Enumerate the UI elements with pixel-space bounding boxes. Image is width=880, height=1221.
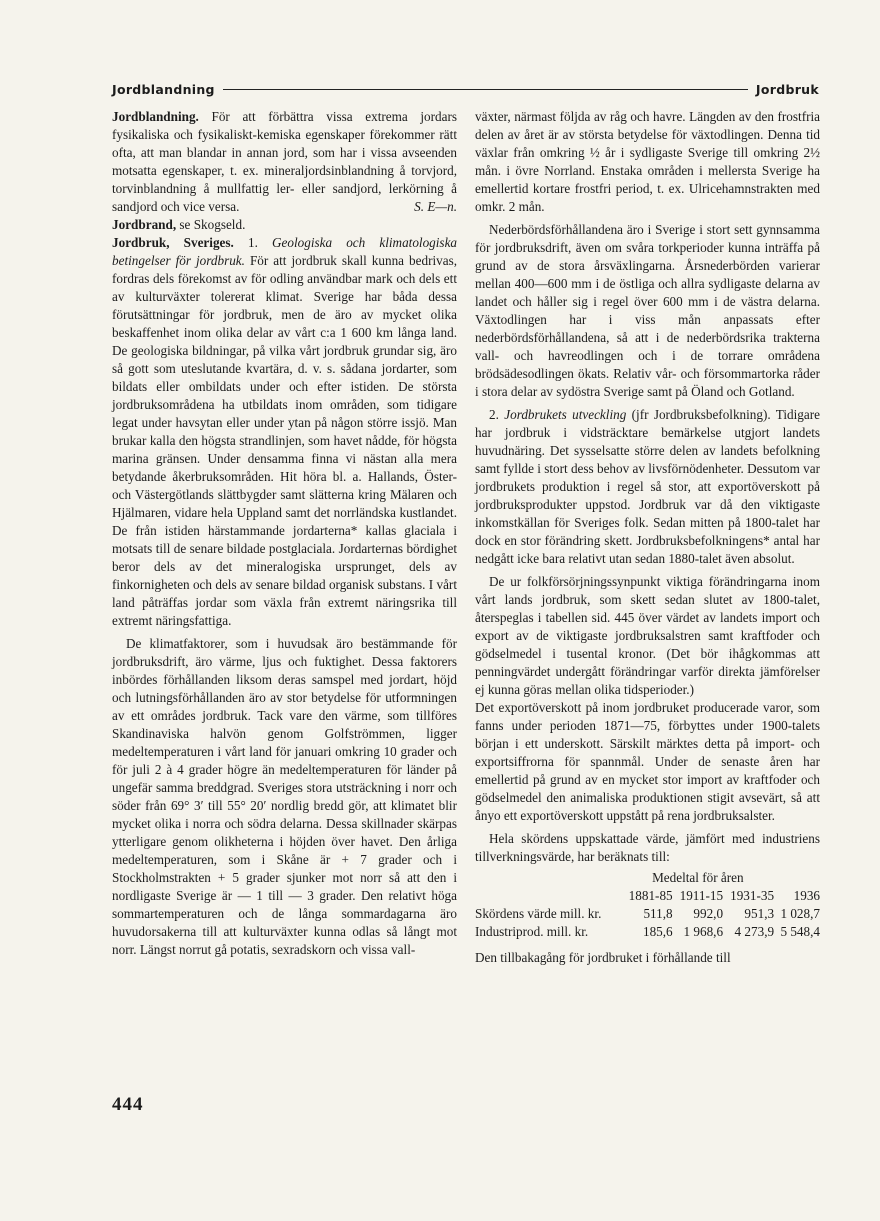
paragraph-frost: växter, närmast följda av råg och havre. Längden av den frostfria delen av året är av största betydelse för växtodlingen. Denna tid växlar från omkring ½ år i sydligaste Sverige till omkring 2½ mån. i övre Norrland. Enstaka områden i mellersta Sverige ha emellertid kortare frostfri period, t. ex. Ulricehamnstrakten med omkr. 2 mån.	[475, 109, 820, 214]
table-cell: 1 968,6	[683, 924, 724, 939]
table-header: 1881-85	[628, 888, 673, 903]
entry-jordblandning	[112, 108, 457, 216]
entry-jordbruk	[112, 234, 457, 630]
value-table	[475, 869, 820, 941]
section-number: 1.	[233, 235, 272, 250]
table-cell: 5 548,4	[780, 924, 820, 939]
paragraph-changes: De ur folkförsörjningssynpunkt viktiga förändringarna inom vårt lands jordbruk, som skett sedan slutet av 1800-talet, återspeglas i tabellen sid. 445 över värdet av landets import och export av de viktigaste jordbruksalstren samt kraftfoder och gödselmedel i tusental kronor. (Det bör ihågkommas att penningvärdet undergått förändringar varför direkta jämförelser ej kunna göras mellan olika tidsperioder.)	[475, 574, 820, 697]
page-number: 444	[112, 1094, 144, 1115]
table-header: 1911-15	[679, 888, 724, 903]
header-rule	[223, 89, 748, 90]
paragraph-climate: De klimatfaktorer, som i huvudsak äro bestämmande för jordbruksdrift, äro värme, ljus och fuktighet. Dessa faktorers inbördes förhållanden liksom deras samspel med jordart, höjd och lutningsförhållanden äro av stor betydelse för utformningen av ett områdes jordbruk. Tack vare den värme, som tillföres Skandinaviska halvön genom Golfströmmen, ligger medeltemperaturen i vårt land för januari omkring 10 grader och för juli 2 à 4 grader högre än medeltemperaturen för länder på ungefär samma breddgrad. Sveriges stora utsträckning i norr och söder från 69° 3′ till 55° 20′ nordlig bredd gör, att klimatet blir mycket olika i norra och södra delarna. Dessa skillnader skärpas ytterligare genom olikheterna i höjden över havet. Den årliga medeltemperaturen, som i Skåne är + 7 grader och i Stockholmstrakten + 5 grader sjunker mot norr så att den i nordligaste Sverige är — 1 till — 3 grader. Den relativt höga sommartemperaturen och de långa sommardagarna äro huvudorsakerna till att kulturväxter kunna odlas så långt mot norr. Längst norrut gå potatis, sexradskorn och vissa vall-	[112, 636, 457, 957]
entry-jordbrand	[112, 216, 457, 234]
table-cell: 1 028,7	[780, 906, 820, 921]
table-cell: 4 273,9	[734, 924, 775, 939]
cross-reference: se Skogseld.	[176, 217, 246, 232]
header-left-keyword: Jordblandning	[112, 81, 215, 97]
right-column	[475, 108, 820, 967]
paragraph-harvest-value: Hela skördens uppskattade värde, jämfört med industriens tillverkningsvärde, har beräknats till:	[475, 831, 820, 864]
paragraph-export: Det exportöverskott på inom jordbruket producerade varor, som fanns under perioden 1871—75, förbyttes under 1900-talets början i ett underskott. Särskilt märktes detta på import- och exportsiffrorna för spannmål. Under de senaste åren har emellertid på grund av en mycket stor import av kraftfoder och gödselmedel den animaliska produktionen stigit avsevärt, så att ånyo ett exportöverskott uppstått på rena jordbruksalster.	[475, 700, 820, 823]
section-title: Geologiska och klimatologiska betingelser för jordbruk.	[112, 235, 458, 268]
author-signature: S. E—n.	[414, 199, 457, 214]
entry-headword: Jordblandning.	[112, 109, 199, 124]
table-header: 1936	[793, 888, 820, 903]
table-row	[475, 923, 820, 941]
entry-headword: Jordbrand,	[112, 217, 177, 232]
table-cell: 511,8	[643, 906, 673, 921]
table-row	[475, 905, 820, 923]
running-header	[112, 80, 819, 98]
entry-text: För att förbättra vissa extrema jordars fysikaliska och fysikaliskt-kemiska egenskaper förekommer rätt ofta, att man blandar in annan jord, som har i vissa avseenden motsatta egenskaper, t. ex. mineraljordsinblandning å torvjord, torvinblandning å mullfattig ler- eller sandjord, lerkörning å sandjord och vice versa.	[112, 109, 457, 214]
paragraph-development	[475, 406, 820, 568]
row-label: Skördens värde mill. kr.	[475, 906, 602, 921]
table-header: 1931-35	[730, 888, 775, 903]
table-caption: Medeltal för åren	[652, 870, 744, 885]
left-column	[112, 108, 457, 959]
header-right-keyword: Jordbruk	[755, 81, 819, 97]
table-cell: 992,0	[693, 906, 724, 921]
paragraph-precipitation: Nederbördsförhållandena äro i Sverige i stort sett gynnsamma för jordbruksdrift, även om svåra torkperioder kunna inträffa på grund av de stora årsväxlingarna. Årsnederbörden varierar mellan 400—600 mm i de östliga och allra sydligaste delarna av landet och håller sig i regel över 600 mm i de västra delarna. Växtodlingen har i viss mån anpassats efter nederbördsförhållandena, så att i de nederbördsrika trakterna vall- och havreodlingen och i de torrare områdena brödsädesodlingen ökats. Relativ vår- och försommartorka råder i stora delar av sydöstra Sverige samt på Öland och Gotland.	[475, 222, 820, 399]
table-cell: 185,6	[642, 924, 673, 939]
entry-headword: Jordbruk, Sveriges.	[112, 235, 234, 250]
table-cell: 951,3	[744, 906, 775, 921]
row-label: Industriprod. mill. kr.	[475, 924, 589, 939]
entry-text: För att jordbruk skall kunna bedrivas, fordras dels förekomst av för odling användbar mark och dels ett av kulturväxter tolererat klimat. Sverige har båda dessa förutsättningar för jordbruk, men de äro av mycket olika beskaffenhet inom olika delar av vårt c:a 1 600 km långa land. De geologiska bildningar, på vilka vårt jordbruk grundar sig, äro så gott som uteslutande kvartära, d. v. s. sådana jordarter, som bildats eller ombildats under och efter istiden. De största jordbruksområdena ha utbildats inom områden, som tidigare legat under havsytan eller under ytan på någon större issjö. Man brukar kalla den högsta strandlinjen, som havet nådde, för högsta marina gränsen. Under densamma finna vi nästan alla mera betydande åkerbruksområden. Hit höra bl. a. Hallands, Öster- och Västergötlands slättbygder samt slätterna kring Mälaren och Hjälmaren, vidare hela Uppland samt det norrländska kustlandet. De från istiden härstammande jordarterna* kallas glaciala i motsats till de senare bildade postglaciala. Jordarternas bördighet beror dels av det mineralogiska ursprunget, dels av finkornigheten och dels av senare bildad organisk substans. I vårt land påträffas jordar som växla från extremt näringsrika till extremt näringsfattiga.	[112, 253, 458, 628]
paragraph-decline: Den tillbakagång för jordbruket i förhållande till	[475, 950, 731, 965]
section-title: Jordbrukets utveckling	[504, 407, 627, 422]
section-number: 2.	[489, 407, 505, 422]
entry-text: (jfr Jordbruksbefolkning). Tidigare har jordbruk i vidsträcktare bemärkelse utgjort landets huvudnäring. Det sysselsatte större delen av landets befolkning samt fyllde i stort dess behov av livsförnödenheter. Dessutom var jordbrukets produktion i regel så stor, att exportöverskott på jordbruksprodukter uppstod. Jordbruk var då den viktigaste inkomstkällan för Sveriges folk. Sedan mitten på 1800-talet har dock en stor förändring skett. Jordbruksbefolkningens* antal har nedgått icke bara relativt utan sedan 1880-talet även absolut.	[475, 407, 821, 566]
